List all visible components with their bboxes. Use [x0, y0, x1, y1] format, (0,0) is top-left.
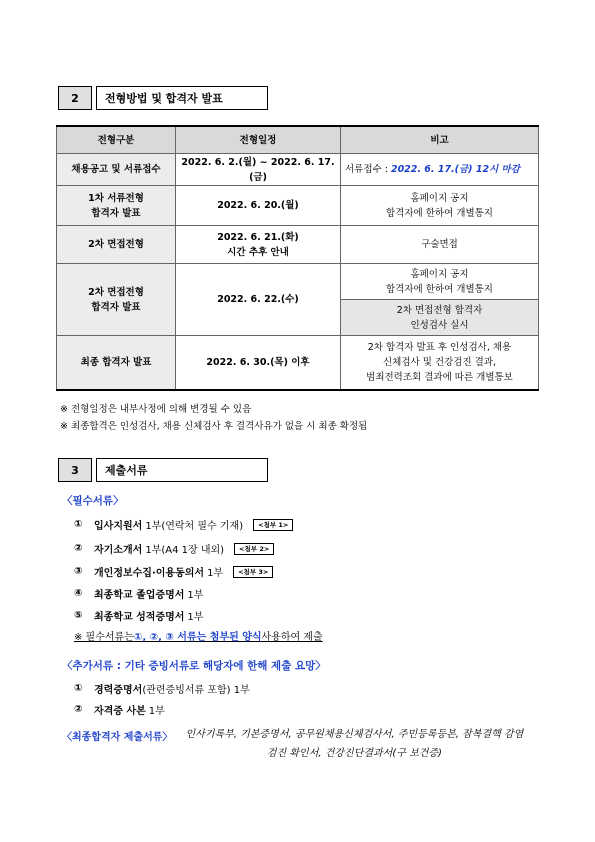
row-category: 채용공고 및 서류접수 [57, 154, 176, 186]
column-header: 전형구분 [57, 126, 176, 154]
date-line: 2022. 6. 21.(화) [217, 231, 299, 243]
item-name: 자기소개서 [94, 545, 143, 556]
row-category [57, 186, 176, 226]
row-date [176, 226, 341, 264]
item-detail: (관련증빙서류 포함) 1부 [142, 685, 250, 696]
list-item [74, 681, 250, 696]
deadline-highlight: 2022. 6. 17.(금) 12시 마감 [390, 164, 520, 175]
list-item [74, 608, 203, 623]
row-date: 2022. 6. 22.(수) [176, 264, 341, 336]
row-date: 2022. 6. 20.(월) [176, 186, 341, 226]
additional-docs-heading: 〈추가서류 : 기타 증빙서류로 해당자에 한해 제출 요망〉 [62, 660, 326, 672]
note-line: 합격자에 한하여 개별통지 [386, 207, 493, 219]
attachment-tag: <첨부 1> [253, 519, 293, 531]
item-number: ② [74, 704, 83, 715]
note-line: 신체검사 및 건강검진 결과, [382, 356, 497, 368]
date-line: 시간 추후 안내 [227, 246, 289, 258]
row-note [341, 186, 539, 226]
attachment-tag: <첨부 3> [233, 566, 273, 578]
section-2-header [58, 86, 268, 110]
note-line: 홈페이지 공지 [410, 268, 469, 280]
category-line: 합격자 발표 [91, 207, 141, 219]
required-docs-note [74, 628, 323, 643]
section-number: 3 [58, 458, 92, 482]
row-note [341, 264, 539, 300]
item-name: 자격증 사본 [94, 706, 146, 717]
column-header: 비고 [341, 126, 539, 154]
item-detail: 1부 [148, 706, 165, 717]
list-item [74, 541, 274, 556]
row-note: 구술면접 [341, 226, 539, 264]
category-line: 2차 면접전형 [88, 286, 144, 298]
item-detail: 1부 [187, 612, 204, 623]
item-name: 경력증명서 [94, 685, 143, 696]
note-line: 2차 면접전형 합격자 [396, 304, 483, 316]
table-row [57, 154, 539, 186]
table-row [57, 186, 539, 226]
row-note [341, 154, 539, 186]
row-note [341, 300, 539, 336]
item-name: 입사지원서 [94, 521, 143, 532]
final-docs [62, 728, 524, 763]
table-header-row [57, 126, 539, 154]
item-detail: 1부(A4 1장 내외) [145, 545, 225, 556]
item-number: ① [74, 683, 83, 694]
section-3-header [58, 458, 268, 482]
list-item [74, 702, 165, 717]
list-item [74, 564, 273, 579]
schedule-note: ※ 최종합격은 인성검사, 채용 신체검사 후 결격사유가 없을 시 최종 확정됨 [60, 421, 368, 432]
note-prefix: ※ 필수서류는 [74, 632, 134, 643]
note-bold: ①, ②, ③ 서류는 첨부된 양식 [133, 632, 262, 643]
note-line: 범죄전력조회 결과에 따른 개별통보 [366, 371, 513, 383]
item-number: ① [74, 519, 83, 530]
category-line: 1차 서류전형 [88, 192, 144, 204]
item-name: 최종학교 졸업증명서 [94, 590, 185, 601]
table-row [57, 264, 539, 300]
section-title: 제출서류 [96, 458, 268, 482]
item-name: 최종학교 성적증명서 [94, 612, 185, 623]
list-item [74, 517, 293, 532]
note-line: 2차 합격자 발표 후 인성검사, 채용 [367, 341, 512, 353]
category-line: 합격자 발표 [91, 301, 141, 313]
item-detail: 1부 [187, 590, 204, 601]
required-docs-heading: 〈필수서류〉 [62, 495, 124, 507]
section-title: 전형방법 및 합격자 발표 [96, 86, 268, 110]
column-header: 전형일정 [176, 126, 341, 154]
item-detail: 1부 [207, 568, 224, 579]
item-number: ④ [74, 588, 83, 599]
item-number: ③ [74, 566, 83, 577]
schedule-table [56, 125, 539, 391]
table-row [57, 226, 539, 264]
section-number: 2 [58, 86, 92, 110]
row-category: 2차 면접전형 [57, 226, 176, 264]
item-name: 개인정보수집·이용동의서 [94, 568, 205, 579]
attachment-tag: <첨부 2> [234, 543, 274, 555]
note-prefix: 서류접수 : [345, 164, 391, 175]
note-line: 합격자에 한하여 개별통지 [386, 283, 493, 295]
schedule-note: ※ 전형일정은 내부사정에 의해 변경될 수 있음 [60, 404, 252, 415]
row-note [341, 336, 539, 390]
row-category: 최종 합격자 발표 [57, 336, 176, 390]
final-docs-text: 인사기록부, 기본증명서, 공무원채용신체검사서, 주민등록등본, 잠복결핵 감염 검진 확인서, 건강진단결과서(구 보건증) [185, 729, 524, 759]
note-suffix: 사용하여 제출 [261, 632, 323, 643]
item-number: ⑤ [74, 610, 83, 621]
row-category [57, 264, 176, 336]
item-detail: 1부(연락처 필수 기재) [145, 521, 244, 532]
item-number: ② [74, 543, 83, 554]
note-line: 홈페이지 공지 [410, 192, 469, 204]
row-date: 2022. 6. 30.(목) 이후 [176, 336, 341, 390]
row-date: 2022. 6. 2.(월) ~ 2022. 6. 17.(금) [176, 154, 341, 186]
final-docs-heading: 〈최종합격자 제출서류〉 [62, 732, 173, 743]
list-item [74, 586, 203, 601]
table-row [57, 336, 539, 390]
note-line: 인성검사 실시 [410, 319, 469, 331]
